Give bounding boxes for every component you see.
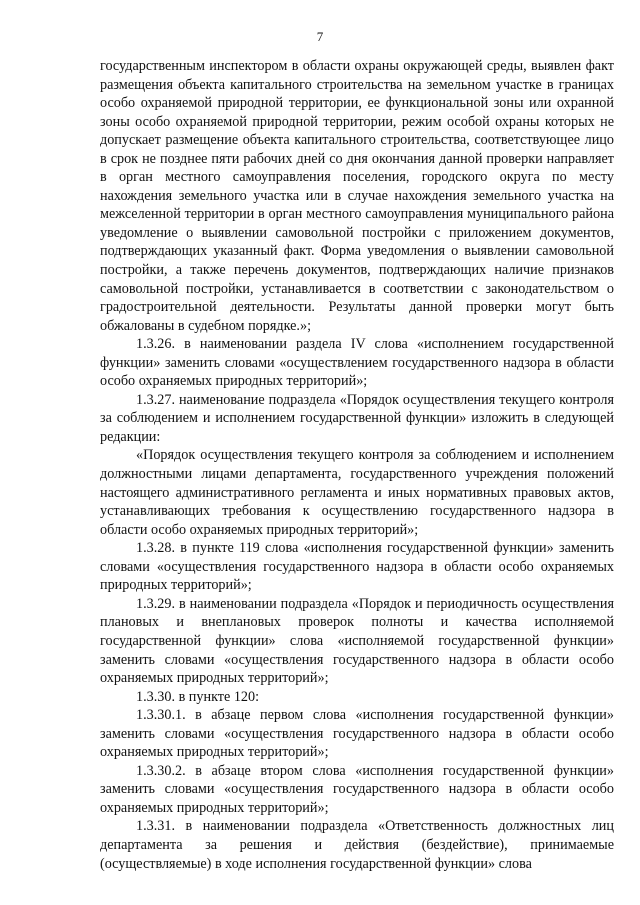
- paragraph-continuation: государственным инспектором в области охраны окружающей среды, выявлен факт размещения объекта капитального строительства на земельном участке в границах особо охраняемой природной территории, ее функциональной зоны или охранной зоны особо охраняемой природной территории, режим особой охраны которых не допускает размещение объекта капитального строительства, соответствующее лицо в срок не позднее пяти рабочих дней со дня окончания данной проверки направляет в орган местного самоуправления поселения, городского округа по месту нахождения земельного участка или в случае нахождения земельного участка на межселенной территории в орган местного самоуправления муниципального района уведомление о выявлении самовольной постройки с приложением документов, подтверждающих указанный факт. Форма уведомления о выявлении самовольной постройки, а также перечень документов, подтверждающих наличие признаков самовольной постройки, устанавливается в соответствии с законодательством о градостроительной деятельности. Результаты данной проверки могут быть обжалованы в судебном порядке.»;: [100, 58, 614, 334]
- paragraph-1-3-27: 1.3.27. наименование подраздела «Порядок осуществления текущего контроля за соблюдением и исполнением государственной функции» изложить в следующей редакции:: [100, 391, 614, 445]
- paragraph-1-3-30-1: 1.3.30.1. в абзаце первом слова «исполнения государственной функции» заменить словами «осуществления государственного надзора в области особо охраняемых природных территорий»;: [100, 707, 614, 761]
- paragraph-1-3-26: 1.3.26. в наименовании раздела IV слова «исполнением государственной функции» заменить словами «осуществлением государственного надзора в области особо охраняемых природных территорий»;: [100, 336, 614, 390]
- document-body: [100, 57, 614, 873]
- paragraph-1-3-30-2: 1.3.30.2. в абзаце втором слова «исполнения государственной функции» заменить словами «осуществления государственного надзора в области особо охраняемых природных территорий»;: [100, 762, 614, 816]
- page-number: 7: [316, 29, 324, 44]
- paragraph-1-3-29: 1.3.29. в наименовании подраздела «Порядок и периодичность осуществления плановых и внеплановых проверок полноты и качества исполняемой государственной функции» слова «исполняемой государственной функции» заменить словами «осуществления государственного надзора в области особо охраняемых природных территорий»;: [100, 595, 614, 687]
- paragraph-1-3-30: 1.3.30. в пункте 120:: [136, 688, 260, 705]
- paragraph-quoted-title: «Порядок осуществления текущего контроля за соблюдением и исполнением должностными лицами департамента, государственного учреждения положений настоящего административного регламента и иных нормативных правовых актов, устанавливающих требования к осуществлению государственного надзора в области особо охраняемых природных территорий»;: [100, 447, 614, 538]
- paragraph-1-3-28: 1.3.28. в пункте 119 слова «исполнения государственной функции» заменить словами «осуществления государственного надзора в области особо охраняемых природных территорий»;: [100, 540, 614, 594]
- paragraph-1-3-31: 1.3.31. в наименовании подраздела «Ответственность должностных лиц департамента за решения и действия (бездействие), принимаемые (осуществляемые) в ходе исполнения государственной функции» слова: [100, 818, 614, 872]
